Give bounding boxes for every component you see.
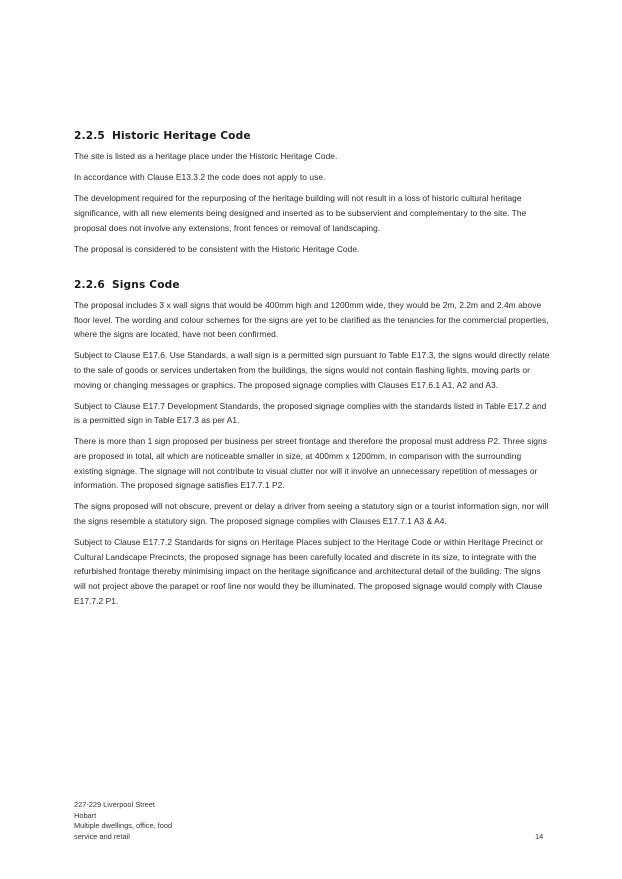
footer-address-line: Hobart (74, 810, 97, 820)
paragraph: Subject to Clause E17.7 Development Standards, the proposed signage complies with the standards listed in Table E17.2 and is a permitted sign in Table E17.3 as per A1. (74, 400, 547, 426)
footer-address-line: service and retail (74, 831, 130, 841)
section-spacer (74, 263, 550, 278)
paragraph: The site is listed as a heritage place under the Historic Heritage Code. (74, 151, 338, 161)
section-historic-heritage-code (74, 129, 550, 256)
section-title: Signs Code (112, 278, 180, 291)
paragraph: There is more than 1 sign proposed per business per street frontage and therefore the proposal must address P2. Three signs are proposed in total, all which are noticeable smaller in size, at 400mm x 1200mm, in comparison with the surrounding existing signage. The signage will not contribute to visual clutter nor will it involve an unnecessary repetition of messages or information. The proposed signage satisfies E17.7.1 P2. (74, 436, 547, 491)
paragraph: The proposal is considered to be consistent with the Historic Heritage Code. (74, 243, 360, 254)
paragraph: The proposal includes 3 x wall signs that would be 400mm high and 1200mm wide, they would be 2m, 2.2m and 2.4m above floor level. The wording and colour schemes for the signs are yet to be clarified as the tenancies for the commercial properties, where the signs are located, have not been confirmed. (74, 299, 549, 340)
section-title: Historic Heritage Code (112, 130, 251, 142)
section-heading (74, 278, 550, 292)
footer-address-line: Multiple dwellings, office, food (74, 821, 173, 831)
footer-address (74, 800, 172, 842)
section-signs-code (74, 278, 550, 608)
paragraph: Subject to Clause E17.7.2 Standards for signs on Heritage Places subject to the Heritage Code or within Heritage Precinct or Cultural Landscape Precincts, the proposed signage has been carefully located and discrete in its size, to integrate with the refurbished frontage thereby minimising impact on the heritage significance and architectural detail of the building. The signs will not project above the parapet or roof line nor would they be illuminated. The proposed signage would comply with Clause E17.7.2 P1. (74, 537, 543, 606)
section-heading (74, 129, 550, 143)
paragraph: Subject to Clause E17.6. Use Standards, a wall sign is a permitted sign pursuant to Table E17.3, the signs would directly relate to the sale of goods or services undertaken from the buildings, the signs would not contain flashing lights, moving parts or moving or changing messages or graphics. The proposed signage complies with Clauses E17.6.1 A1, A2 and A3. (74, 350, 550, 390)
section-number: 2.2.5 (74, 130, 105, 142)
section-number: 2.2.6 (74, 278, 105, 291)
paragraph: In accordance with Clause E13.3.2 the code does not apply to use. (74, 172, 326, 183)
page-content (74, 129, 550, 615)
paragraph: The signs proposed will not obscure, prevent or delay a driver from seeing a statutory sign or a tourist information sign, nor will the signs resemble a statutory sign. The proposed signage complies with Clauses E17.7.1 A3 & A4. (74, 501, 549, 527)
page-number: 14 (535, 832, 544, 841)
footer-address-line: 227-229 Liverpool Street (74, 800, 155, 809)
paragraph: The development required for the repurposing of the heritage building will not result in a loss of historic cultural heritage significance, with all new elements being designed and inserted as to be subservient and complementary to the site. The proposal does not involve any extensions, front fences or removal of landscaping. (74, 193, 527, 233)
